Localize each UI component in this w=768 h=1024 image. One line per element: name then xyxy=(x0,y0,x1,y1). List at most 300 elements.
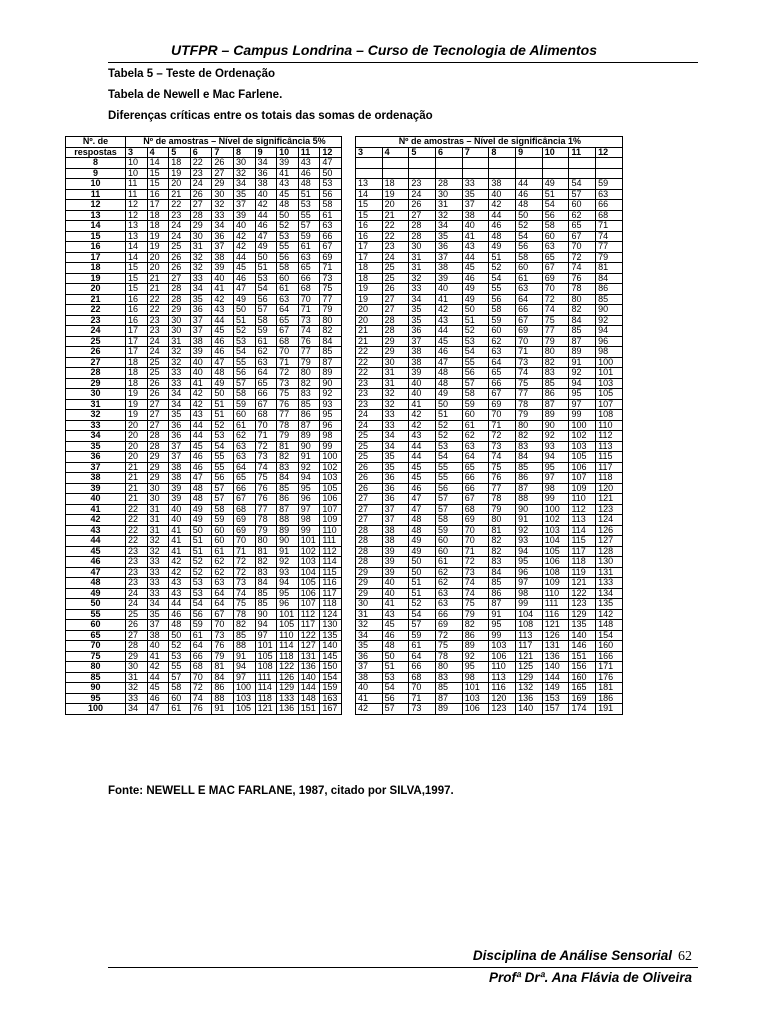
value-5pct: 89 xyxy=(320,368,342,379)
value-1pct: 142 xyxy=(596,609,623,620)
column-gap xyxy=(341,284,355,295)
value-5pct: 43 xyxy=(212,305,234,316)
value-5pct: 40 xyxy=(190,357,212,368)
value-5pct: 46 xyxy=(298,168,320,179)
value-1pct: 89 xyxy=(542,410,569,421)
value-5pct: 77 xyxy=(255,504,277,515)
value-1pct: 118 xyxy=(569,557,596,568)
table-row xyxy=(66,263,623,274)
value-5pct: 50 xyxy=(233,305,255,316)
value-5pct: 50 xyxy=(169,630,191,641)
sample-count-1pct: 12 xyxy=(596,147,623,158)
value-5pct: 15 xyxy=(126,284,148,295)
value-1pct: 82 xyxy=(489,536,516,547)
table-row xyxy=(66,630,623,641)
value-5pct: 22 xyxy=(147,305,169,316)
value-5pct: 14 xyxy=(147,158,169,169)
value-5pct: 34 xyxy=(212,221,234,232)
value-5pct: 72 xyxy=(255,441,277,452)
value-1pct: 70 xyxy=(542,284,569,295)
value-1pct: 58 xyxy=(462,389,489,400)
row-header-label: Nº. de xyxy=(66,137,126,148)
value-1pct: 99 xyxy=(489,630,516,641)
sample-count-1pct: 11 xyxy=(569,147,596,158)
value-5pct: 96 xyxy=(320,420,342,431)
value-5pct: 65 xyxy=(298,263,320,274)
value-1pct: 109 xyxy=(542,578,569,589)
value-1pct: 94 xyxy=(516,546,543,557)
value-5pct: 49 xyxy=(190,515,212,526)
value-5pct: 58 xyxy=(233,389,255,400)
table-row xyxy=(66,683,623,694)
value-1pct: 72 xyxy=(489,431,516,442)
value-5pct: 57 xyxy=(298,221,320,232)
value-5pct: 81 xyxy=(212,662,234,673)
value-5pct: 63 xyxy=(255,357,277,368)
value-1pct: 21 xyxy=(355,336,382,347)
value-1pct xyxy=(542,158,569,169)
value-1pct: 57 xyxy=(436,504,463,515)
value-5pct: 39 xyxy=(190,347,212,358)
value-1pct: 120 xyxy=(489,693,516,704)
value-5pct: 61 xyxy=(169,704,191,715)
value-1pct xyxy=(596,158,623,169)
value-1pct: 95 xyxy=(489,620,516,631)
value-5pct: 21 xyxy=(126,462,148,473)
value-1pct: 28 xyxy=(409,231,436,242)
column-gap xyxy=(341,326,355,337)
response-count: 80 xyxy=(66,662,126,673)
value-5pct: 81 xyxy=(277,441,299,452)
value-1pct: 40 xyxy=(436,284,463,295)
value-5pct: 117 xyxy=(298,620,320,631)
value-1pct: 66 xyxy=(489,378,516,389)
value-1pct: 95 xyxy=(569,389,596,400)
response-count: 41 xyxy=(66,504,126,515)
value-5pct: 54 xyxy=(190,599,212,610)
value-1pct: 75 xyxy=(516,378,543,389)
value-1pct: 74 xyxy=(596,231,623,242)
value-1pct: 117 xyxy=(516,641,543,652)
value-1pct: 116 xyxy=(489,683,516,694)
value-1pct: 66 xyxy=(409,662,436,673)
value-1pct xyxy=(436,168,463,179)
value-5pct: 66 xyxy=(320,231,342,242)
value-1pct: 129 xyxy=(516,672,543,683)
value-1pct: 37 xyxy=(382,504,409,515)
table-source: Fonte: NEWELL E MAC FARLANE, 1987, citado por SILVA,1997. xyxy=(108,785,454,797)
value-1pct: 126 xyxy=(542,630,569,641)
value-1pct: 140 xyxy=(542,662,569,673)
value-1pct: 66 xyxy=(462,483,489,494)
value-1pct: 25 xyxy=(355,452,382,463)
value-1pct: 89 xyxy=(569,347,596,358)
value-5pct: 117 xyxy=(320,588,342,599)
value-1pct: 134 xyxy=(596,588,623,599)
value-1pct: 95 xyxy=(516,557,543,568)
value-5pct: 51 xyxy=(255,263,277,274)
value-5pct: 85 xyxy=(255,599,277,610)
table-row xyxy=(66,305,623,316)
value-5pct: 22 xyxy=(126,525,148,536)
value-5pct: 30 xyxy=(212,189,234,200)
value-1pct: 27 xyxy=(355,515,382,526)
value-5pct: 94 xyxy=(277,578,299,589)
value-1pct: 74 xyxy=(462,588,489,599)
value-1pct: 79 xyxy=(596,252,623,263)
value-5pct: 22 xyxy=(126,515,148,526)
value-5pct: 56 xyxy=(212,473,234,484)
value-5pct: 44 xyxy=(255,210,277,221)
value-1pct: 43 xyxy=(436,315,463,326)
value-5pct: 61 xyxy=(277,284,299,295)
value-5pct: 18 xyxy=(147,221,169,232)
value-1pct: 96 xyxy=(516,567,543,578)
value-5pct: 45 xyxy=(212,326,234,337)
value-1pct: 104 xyxy=(542,536,569,547)
value-5pct: 51 xyxy=(212,399,234,410)
value-5pct: 47 xyxy=(255,231,277,242)
value-1pct: 87 xyxy=(542,399,569,410)
value-5pct: 47 xyxy=(233,284,255,295)
value-5pct: 74 xyxy=(190,693,212,704)
value-1pct: 44 xyxy=(409,452,436,463)
value-1pct: 25 xyxy=(382,263,409,274)
value-5pct: 86 xyxy=(298,410,320,421)
value-5pct: 59 xyxy=(255,326,277,337)
value-5pct: 85 xyxy=(277,483,299,494)
value-5pct: 26 xyxy=(147,378,169,389)
sample-count-1pct: 8 xyxy=(489,147,516,158)
value-5pct: 84 xyxy=(277,473,299,484)
value-1pct: 124 xyxy=(596,515,623,526)
value-5pct: 83 xyxy=(298,389,320,400)
value-5pct: 48 xyxy=(277,200,299,211)
value-1pct: 102 xyxy=(569,431,596,442)
value-5pct: 33 xyxy=(212,210,234,221)
discipline-name: Disciplina de Análise Sensorial xyxy=(472,948,672,963)
value-1pct: 64 xyxy=(489,357,516,368)
value-5pct: 22 xyxy=(126,536,148,547)
value-5pct: 29 xyxy=(147,473,169,484)
value-1pct: 34 xyxy=(382,441,409,452)
value-1pct: 71 xyxy=(596,221,623,232)
table-row xyxy=(66,399,623,410)
value-1pct: 26 xyxy=(355,462,382,473)
value-1pct: 58 xyxy=(489,305,516,316)
value-1pct: 48 xyxy=(516,200,543,211)
response-count: 13 xyxy=(66,210,126,221)
response-count: 24 xyxy=(66,326,126,337)
value-5pct: 77 xyxy=(298,347,320,358)
value-5pct: 61 xyxy=(320,210,342,221)
sample-count-1pct: 7 xyxy=(462,147,489,158)
value-5pct: 73 xyxy=(320,273,342,284)
value-5pct: 40 xyxy=(212,273,234,284)
value-5pct: 37 xyxy=(169,441,191,452)
value-5pct: 51 xyxy=(233,315,255,326)
value-5pct: 57 xyxy=(212,494,234,505)
value-1pct: 39 xyxy=(382,557,409,568)
value-1pct: 47 xyxy=(436,357,463,368)
value-1pct: 160 xyxy=(596,641,623,652)
value-1pct: 54 xyxy=(436,452,463,463)
value-5pct: 82 xyxy=(298,378,320,389)
value-1pct: 21 xyxy=(355,326,382,337)
value-5pct: 87 xyxy=(277,504,299,515)
value-5pct: 53 xyxy=(169,651,191,662)
value-1pct: 83 xyxy=(436,672,463,683)
value-1pct: 105 xyxy=(569,452,596,463)
table-row xyxy=(66,200,623,211)
sample-count-5pct: 3 xyxy=(126,147,148,158)
column-gap xyxy=(341,536,355,547)
value-5pct: 131 xyxy=(298,651,320,662)
value-1pct: 107 xyxy=(569,473,596,484)
value-1pct: 84 xyxy=(596,273,623,284)
table-row xyxy=(66,536,623,547)
value-1pct: 127 xyxy=(596,536,623,547)
value-1pct: 87 xyxy=(489,599,516,610)
value-1pct xyxy=(355,168,382,179)
value-5pct: 48 xyxy=(298,179,320,190)
value-5pct: 35 xyxy=(190,294,212,305)
value-5pct: 58 xyxy=(212,504,234,515)
sample-count-5pct: 7 xyxy=(212,147,234,158)
value-5pct: 47 xyxy=(190,473,212,484)
response-count: 75 xyxy=(66,651,126,662)
value-5pct: 98 xyxy=(320,431,342,442)
table-row xyxy=(66,515,623,526)
value-5pct: 10 xyxy=(126,168,148,179)
column-gap xyxy=(341,462,355,473)
value-1pct: 104 xyxy=(516,609,543,620)
column-gap xyxy=(341,578,355,589)
value-1pct: 46 xyxy=(382,630,409,641)
column-gap xyxy=(341,357,355,368)
response-count: 17 xyxy=(66,252,126,263)
value-5pct: 30 xyxy=(126,662,148,673)
value-5pct: 33 xyxy=(190,273,212,284)
value-5pct: 19 xyxy=(126,410,148,421)
value-5pct: 76 xyxy=(212,641,234,652)
value-1pct: 165 xyxy=(569,683,596,694)
value-5pct: 42 xyxy=(233,242,255,253)
value-1pct: 22 xyxy=(355,357,382,368)
value-5pct: 72 xyxy=(277,368,299,379)
value-5pct: 63 xyxy=(233,441,255,452)
value-1pct: 79 xyxy=(516,410,543,421)
value-5pct: 62 xyxy=(212,567,234,578)
value-5pct: 42 xyxy=(147,662,169,673)
value-1pct: 103 xyxy=(489,641,516,652)
value-1pct: 35 xyxy=(409,315,436,326)
response-count: 16 xyxy=(66,242,126,253)
value-1pct: 50 xyxy=(382,651,409,662)
column-gap xyxy=(341,410,355,421)
value-5pct: 130 xyxy=(320,620,342,631)
value-5pct: 42 xyxy=(169,567,191,578)
value-5pct: 18 xyxy=(126,368,148,379)
value-1pct: 35 xyxy=(462,189,489,200)
value-1pct: 33 xyxy=(462,179,489,190)
value-5pct: 20 xyxy=(126,452,148,463)
column-gap xyxy=(341,305,355,316)
value-1pct: 33 xyxy=(382,420,409,431)
value-5pct: 101 xyxy=(298,536,320,547)
value-5pct: 56 xyxy=(233,368,255,379)
value-1pct: 56 xyxy=(462,368,489,379)
value-5pct: 51 xyxy=(298,189,320,200)
value-1pct: 24 xyxy=(409,189,436,200)
value-1pct: 49 xyxy=(489,242,516,253)
column-gap xyxy=(341,620,355,631)
value-1pct: 49 xyxy=(462,294,489,305)
value-1pct: 94 xyxy=(542,452,569,463)
value-5pct: 33 xyxy=(169,378,191,389)
value-5pct: 44 xyxy=(169,599,191,610)
value-1pct: 109 xyxy=(569,483,596,494)
value-5pct: 65 xyxy=(255,378,277,389)
value-5pct: 12 xyxy=(126,210,148,221)
value-1pct: 40 xyxy=(355,683,382,694)
value-5pct: 105 xyxy=(277,620,299,631)
table-row xyxy=(66,326,623,337)
value-1pct: 45 xyxy=(409,462,436,473)
value-1pct: 38 xyxy=(462,210,489,221)
value-5pct: 54 xyxy=(212,441,234,452)
value-5pct: 101 xyxy=(277,609,299,620)
response-count: 46 xyxy=(66,557,126,568)
value-5pct: 90 xyxy=(255,609,277,620)
value-5pct: 144 xyxy=(298,683,320,694)
value-5pct: 41 xyxy=(169,536,191,547)
value-5pct: 105 xyxy=(320,483,342,494)
table-row xyxy=(66,662,623,673)
value-1pct: 68 xyxy=(596,210,623,221)
value-5pct: 27 xyxy=(147,420,169,431)
value-1pct: 67 xyxy=(489,389,516,400)
value-1pct: 83 xyxy=(516,441,543,452)
value-1pct: 98 xyxy=(516,588,543,599)
value-5pct: 92 xyxy=(320,389,342,400)
value-1pct: 101 xyxy=(596,368,623,379)
value-1pct: 157 xyxy=(542,704,569,715)
column-gap xyxy=(341,630,355,641)
value-1pct xyxy=(409,168,436,179)
value-5pct: 122 xyxy=(277,662,299,673)
value-1pct: 98 xyxy=(542,483,569,494)
value-1pct: 32 xyxy=(382,399,409,410)
value-1pct: 69 xyxy=(436,620,463,631)
value-1pct: 68 xyxy=(462,504,489,515)
value-1pct: 67 xyxy=(569,231,596,242)
sample-count-5pct: 10 xyxy=(277,147,299,158)
value-5pct: 41 xyxy=(277,168,299,179)
value-5pct: 85 xyxy=(255,588,277,599)
value-5pct: 140 xyxy=(298,672,320,683)
table-row xyxy=(66,483,623,494)
response-count: 14 xyxy=(66,221,126,232)
value-5pct: 101 xyxy=(255,641,277,652)
value-1pct xyxy=(569,158,596,169)
value-1pct: 98 xyxy=(462,672,489,683)
column-gap xyxy=(341,263,355,274)
value-1pct: 29 xyxy=(355,567,382,578)
value-1pct: 31 xyxy=(409,263,436,274)
table-row xyxy=(66,347,623,358)
value-5pct: 48 xyxy=(169,620,191,631)
value-1pct: 72 xyxy=(462,557,489,568)
value-1pct: 89 xyxy=(436,704,463,715)
table-row xyxy=(66,504,623,515)
value-5pct: 27 xyxy=(126,630,148,641)
sample-count-5pct: 11 xyxy=(298,147,320,158)
value-5pct: 70 xyxy=(277,347,299,358)
value-5pct: 46 xyxy=(233,273,255,284)
value-5pct: 66 xyxy=(255,389,277,400)
value-5pct: 40 xyxy=(255,189,277,200)
column-gap xyxy=(341,515,355,526)
value-5pct: 21 xyxy=(126,473,148,484)
value-5pct: 40 xyxy=(190,368,212,379)
value-5pct: 38 xyxy=(212,252,234,263)
response-count: 39 xyxy=(66,483,126,494)
value-5pct: 57 xyxy=(233,378,255,389)
value-5pct: 87 xyxy=(320,357,342,368)
value-1pct: 57 xyxy=(462,378,489,389)
value-1pct: 49 xyxy=(436,389,463,400)
value-1pct: 59 xyxy=(462,399,489,410)
value-1pct: 85 xyxy=(569,326,596,337)
value-1pct: 73 xyxy=(489,441,516,452)
value-5pct: 27 xyxy=(212,168,234,179)
sample-count-5pct: 4 xyxy=(147,147,169,158)
value-1pct: 42 xyxy=(436,305,463,316)
value-1pct: 54 xyxy=(489,273,516,284)
value-1pct: 20 xyxy=(382,200,409,211)
value-1pct: 80 xyxy=(569,294,596,305)
value-1pct: 28 xyxy=(355,525,382,536)
value-5pct: 84 xyxy=(320,336,342,347)
value-5pct: 59 xyxy=(190,620,212,631)
value-1pct: 61 xyxy=(462,420,489,431)
value-5pct: 35 xyxy=(147,609,169,620)
value-5pct: 26 xyxy=(147,389,169,400)
value-1pct xyxy=(409,158,436,169)
value-1pct: 84 xyxy=(569,315,596,326)
value-5pct: 43 xyxy=(298,158,320,169)
value-1pct: 86 xyxy=(542,389,569,400)
value-1pct: 140 xyxy=(516,704,543,715)
value-5pct: 53 xyxy=(190,578,212,589)
table-row xyxy=(66,378,623,389)
value-5pct: 91 xyxy=(212,704,234,715)
value-1pct: 27 xyxy=(382,305,409,316)
table-row xyxy=(66,168,623,179)
value-5pct: 11 xyxy=(126,179,148,190)
value-5pct: 53 xyxy=(233,336,255,347)
value-1pct: 136 xyxy=(516,693,543,704)
column-gap xyxy=(341,189,355,200)
sample-count-1pct: 9 xyxy=(516,147,543,158)
response-count: 11 xyxy=(66,189,126,200)
value-5pct: 99 xyxy=(298,525,320,536)
sample-count-1pct: 6 xyxy=(436,147,463,158)
value-1pct: 108 xyxy=(596,410,623,421)
value-5pct: 55 xyxy=(212,452,234,463)
value-5pct: 92 xyxy=(298,462,320,473)
